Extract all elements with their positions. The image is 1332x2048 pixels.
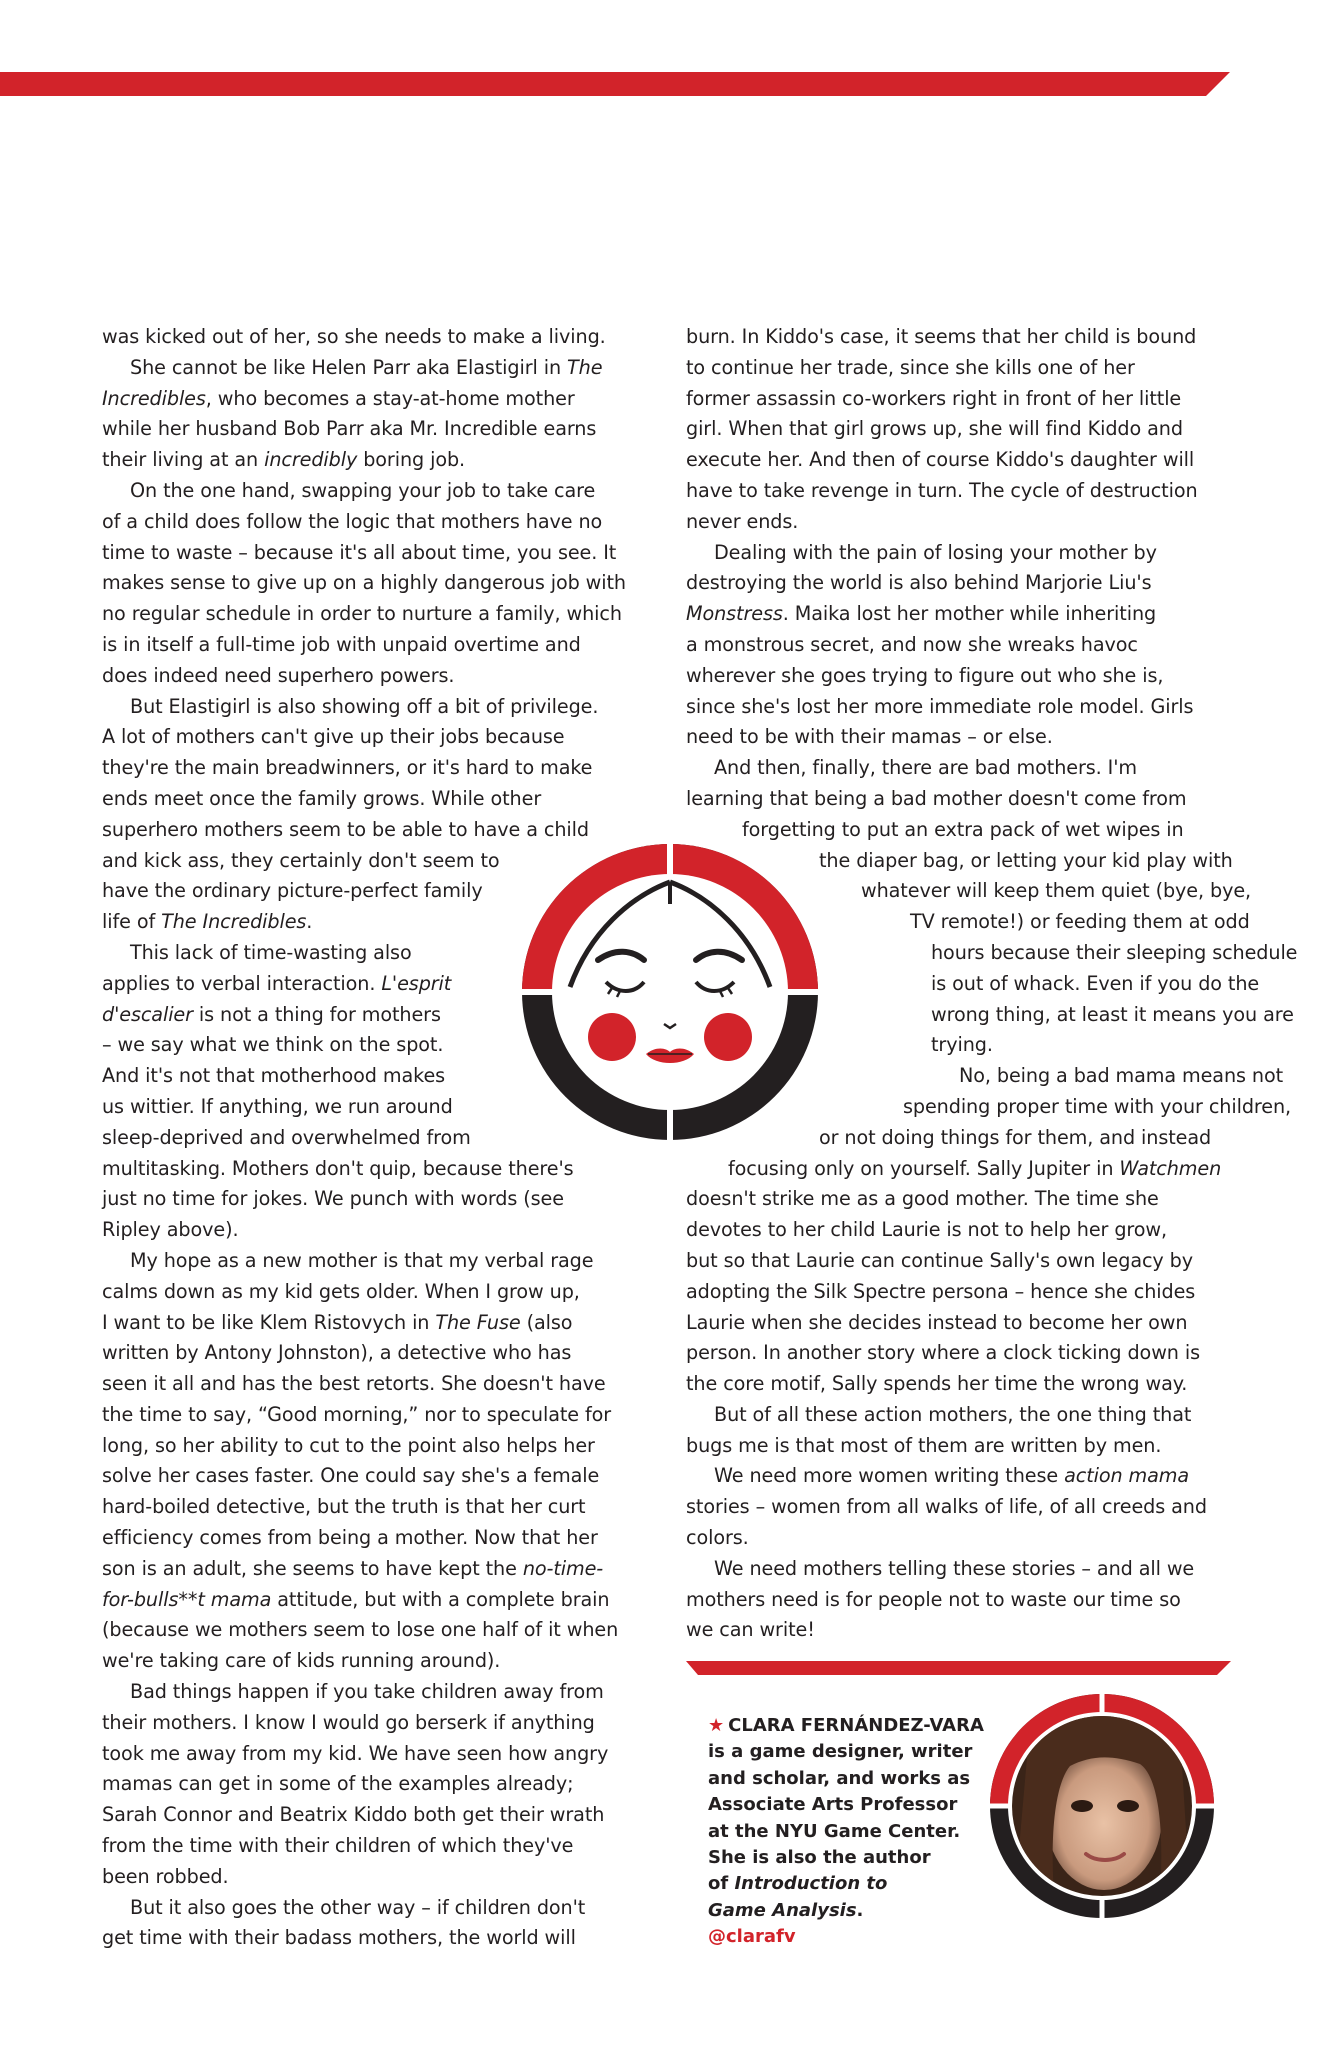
left_column-line: have the ordinary picture-perfect family — [102, 879, 483, 903]
bio-line: Game Analysis. — [708, 1899, 864, 1921]
left_column-line: get time with their badass mothers, the world will — [102, 1926, 576, 1950]
left_column-line: hard-boiled detective, but the truth is that her curt — [102, 1495, 586, 1519]
left_column-line: On the one hand, swapping your job to take care — [130, 478, 596, 502]
right_column-line: Laurie when she decides instead to become her own — [686, 1310, 1188, 1334]
left_column-line: their mothers. I know I would go berserk if anything — [102, 1710, 595, 1734]
left_column-line: Sarah Connor and Beatrix Kiddo both get their wrath — [102, 1803, 605, 1827]
left_column-line: we're taking care of kids running around). — [102, 1649, 501, 1673]
book-title: Game Analysis — [708, 1899, 857, 1921]
left_column-line: Ripley above). — [102, 1218, 239, 1242]
left_column-line: solve her cases faster. One could say she's a female — [102, 1464, 600, 1488]
left_column-line: time to waste – because it's all about time, you see. It — [102, 540, 617, 564]
left_column-line: superhero mothers seem to be able to have a child — [102, 817, 589, 841]
left_column-line: A lot of mothers can't give up their jobs because — [102, 725, 565, 749]
left_column-line: multitasking. Mothers don't quip, because there's — [102, 1156, 574, 1180]
left_column-line: was kicked out of her, so she needs to make a living. — [102, 325, 606, 348]
right_column-line: bugs me is that most of them are written by men. — [686, 1433, 1162, 1457]
left_column-line: d'escalier is not a thing for mothers — [102, 1002, 441, 1026]
left_column-line: makes sense to give up on a highly dangerous job with — [102, 571, 626, 595]
star-icon: ★ — [708, 1715, 725, 1736]
right_column-line: learning that being a bad mother doesn't come from — [686, 786, 1187, 810]
left_column-line: of a child does follow the logic that mothers have no — [102, 509, 603, 533]
right_column-line: We need more women writing these action mama — [714, 1464, 1190, 1488]
book-title: Introduction to — [734, 1873, 888, 1895]
left_column-line: took me away from my kid. We have seen how angry — [102, 1741, 609, 1765]
left_column-line: long, so her ability to cut to the point also helps her — [102, 1433, 595, 1457]
left_column-line: – we say what we think on the spot. — [102, 1033, 444, 1057]
right_column-line: spending proper time with your children, — [903, 1094, 1292, 1118]
bio-divider-bar — [686, 1661, 1231, 1675]
right_column-line: destroying the world is also behind Marjorie Liu's — [686, 571, 1152, 595]
right_column-line: need to be with their mamas – or else. — [686, 725, 1053, 749]
left_column-line: written by Antony Johnston), a detective who has — [102, 1341, 572, 1365]
left_column-line: (because we mothers seem to lose one half of it when — [102, 1618, 619, 1642]
right_column-line: or not doing things for them, and instead — [819, 1125, 1212, 1149]
right_column-line: And then, finally, there are bad mothers. I'm — [714, 756, 1137, 780]
left_column-line: She cannot be like Helen Parr aka Elastigirl in The — [130, 355, 603, 379]
right_column-line: wrong thing, at least it means you are — [931, 1002, 1294, 1026]
left_column-line: ends meet once the family grows. While other — [102, 786, 542, 810]
left_column-line: us wittier. If anything, we run around — [102, 1094, 453, 1118]
bio-line: and scholar, and works as — [708, 1767, 971, 1789]
right_column-line: Dealing with the pain of losing your mother by — [714, 540, 1157, 564]
left_column-line: the time to say, “Good morning,” nor to speculate for — [102, 1402, 612, 1426]
right_column-line: We need mothers telling these stories – and all we — [714, 1556, 1195, 1580]
left_column-line: This lack of time-wasting also — [130, 940, 412, 964]
author-photo — [990, 1694, 1214, 1918]
left_column-line: is in itself a full-time job with unpaid overtime and — [102, 632, 581, 656]
left_column-line: applies to verbal interaction. L'esprit — [102, 971, 452, 995]
left_column-line: just no time for jokes. We punch with words (see — [102, 1187, 564, 1211]
bio-line: She is also the author — [708, 1847, 931, 1869]
left_column-line: But Elastigirl is also showing off a bit of privilege. — [130, 694, 599, 718]
bio-line: of Introduction to — [708, 1873, 888, 1895]
bio-line: is a game designer, writer — [708, 1741, 973, 1763]
right_column-line: have to take revenge in turn. The cycle of destruction — [686, 478, 1198, 502]
left_column-line: calms down as my kid gets older. When I grow up, — [102, 1279, 580, 1303]
left_column-line: life of The Incredibles. — [102, 910, 313, 934]
left_column-line: mamas can get in some of the examples already; — [102, 1772, 574, 1796]
right_column-line: mothers need is for people not to waste our time so — [686, 1587, 1181, 1611]
right_column-line: execute her. And then of course Kiddo's daughter will — [686, 448, 1195, 472]
left_column-line: I want to be like Klem Ristovych in The Fuse (also — [102, 1310, 573, 1334]
right_column-line: we can write! — [686, 1618, 815, 1642]
author-name: CLARA FERNÁNDEZ-VARA — [728, 1715, 984, 1736]
right_column-line: burn. In Kiddo's case, it seems that her child is bound — [686, 325, 1197, 348]
right_column-line: a monstrous secret, and now she wreaks havoc — [686, 632, 1138, 656]
bio-line: at the NYU Game Center. — [708, 1820, 961, 1842]
right_column-line: colors. — [686, 1526, 749, 1550]
right_column-line: whatever will keep them quiet (bye, bye, — [861, 879, 1252, 903]
left_column-line: Bad things happen if you take children away from — [130, 1680, 604, 1704]
right_column-line: girl. When that girl grows up, she will find Kiddo and — [686, 417, 1183, 441]
mama-face-avatar-icon — [520, 842, 820, 1142]
right_column-line: focusing only on yourself. Sally Jupiter in Watchmen — [728, 1156, 1222, 1180]
right_column-line: adopting the Silk Spectre persona – hence she chides — [686, 1279, 1196, 1303]
right_column-line: the diaper bag, or letting your kid play with — [819, 848, 1233, 872]
twitter-handle-link[interactable]: @clarafv — [708, 1926, 796, 1948]
left_column-line: and kick ass, they certainly don't seem to — [102, 848, 500, 872]
right_column-line: But of all these action mothers, the one thing that — [714, 1402, 1192, 1426]
right_column-line: the core motif, Sally spends her time the wrong way. — [686, 1372, 1188, 1396]
right_column-line: wherever she goes trying to figure out who she is, — [686, 663, 1164, 687]
left_column-line: no regular schedule in order to nurture a family, which — [102, 602, 622, 626]
left_column-line: sleep-deprived and overwhelmed from — [102, 1125, 471, 1149]
right_column-line: TV remote!) or feeding them at odd — [910, 910, 1250, 934]
right_column-line: hours because their sleeping schedule — [931, 940, 1298, 964]
right_column-line: doesn't strike me as a good mother. The time she — [686, 1187, 1159, 1211]
right_column-line: person. In another story where a clock ticking down is — [686, 1341, 1200, 1365]
right_column-line: devotes to her child Laurie is not to help her grow, — [686, 1218, 1168, 1242]
right_column-line: trying. — [931, 1033, 993, 1057]
right_column-line: never ends. — [686, 509, 799, 533]
right_column-line: Monstress. Maika lost her mother while inheriting — [686, 602, 1157, 626]
right_column-line: but so that Laurie can continue Sally's own legacy by — [686, 1248, 1194, 1272]
left_column-line: while her husband Bob Parr aka Mr. Incredible earns — [102, 417, 597, 441]
left_column-line: But it also goes the other way – if children don't — [130, 1895, 586, 1919]
left_column-line: does indeed need superhero powers. — [102, 663, 455, 687]
right_column-line: stories – women from all walks of life, of all creeds and — [686, 1495, 1207, 1519]
left_column-line: My hope as a new mother is that my verbal rage — [130, 1248, 594, 1272]
right_column-line: former assassin co-workers right in front of her little — [686, 386, 1182, 410]
left_column-line: Incredibles, who becomes a stay-at-home mother — [102, 386, 575, 410]
author-bio — [708, 1713, 1008, 1951]
left_column-line: been robbed. — [102, 1864, 229, 1888]
bio-line: Associate Arts Professor — [708, 1794, 958, 1816]
right_column-line: since she's lost her more immediate role model. Girls — [686, 694, 1194, 718]
right_column-line: is out of whack. Even if you do the — [931, 971, 1260, 995]
right_column-line: No, being a bad mama means not — [959, 1064, 1284, 1088]
left_column-line: efficiency comes from being a mother. Now that her — [102, 1526, 598, 1550]
left_column-line: seen it all and has the best retorts. She doesn't have — [102, 1372, 606, 1396]
left_column-line: And it's not that motherhood makes — [102, 1064, 446, 1088]
left_column-line: for-bulls**t mama attitude, but with a complete brain — [102, 1587, 610, 1611]
left_column-line: their living at an incredibly boring job. — [102, 448, 466, 472]
right_column-line: to continue her trade, since she kills one of her — [686, 355, 1135, 379]
left_column-line: they're the main breadwinners, or it's hard to make — [102, 756, 593, 780]
left_column-line: son is an adult, she seems to have kept the no-time- — [102, 1556, 604, 1580]
left_column-line: from the time with their children of which they've — [102, 1834, 574, 1858]
right_column-line: forgetting to put an extra pack of wet wipes in — [742, 817, 1184, 841]
top-accent-bar — [0, 72, 1230, 96]
